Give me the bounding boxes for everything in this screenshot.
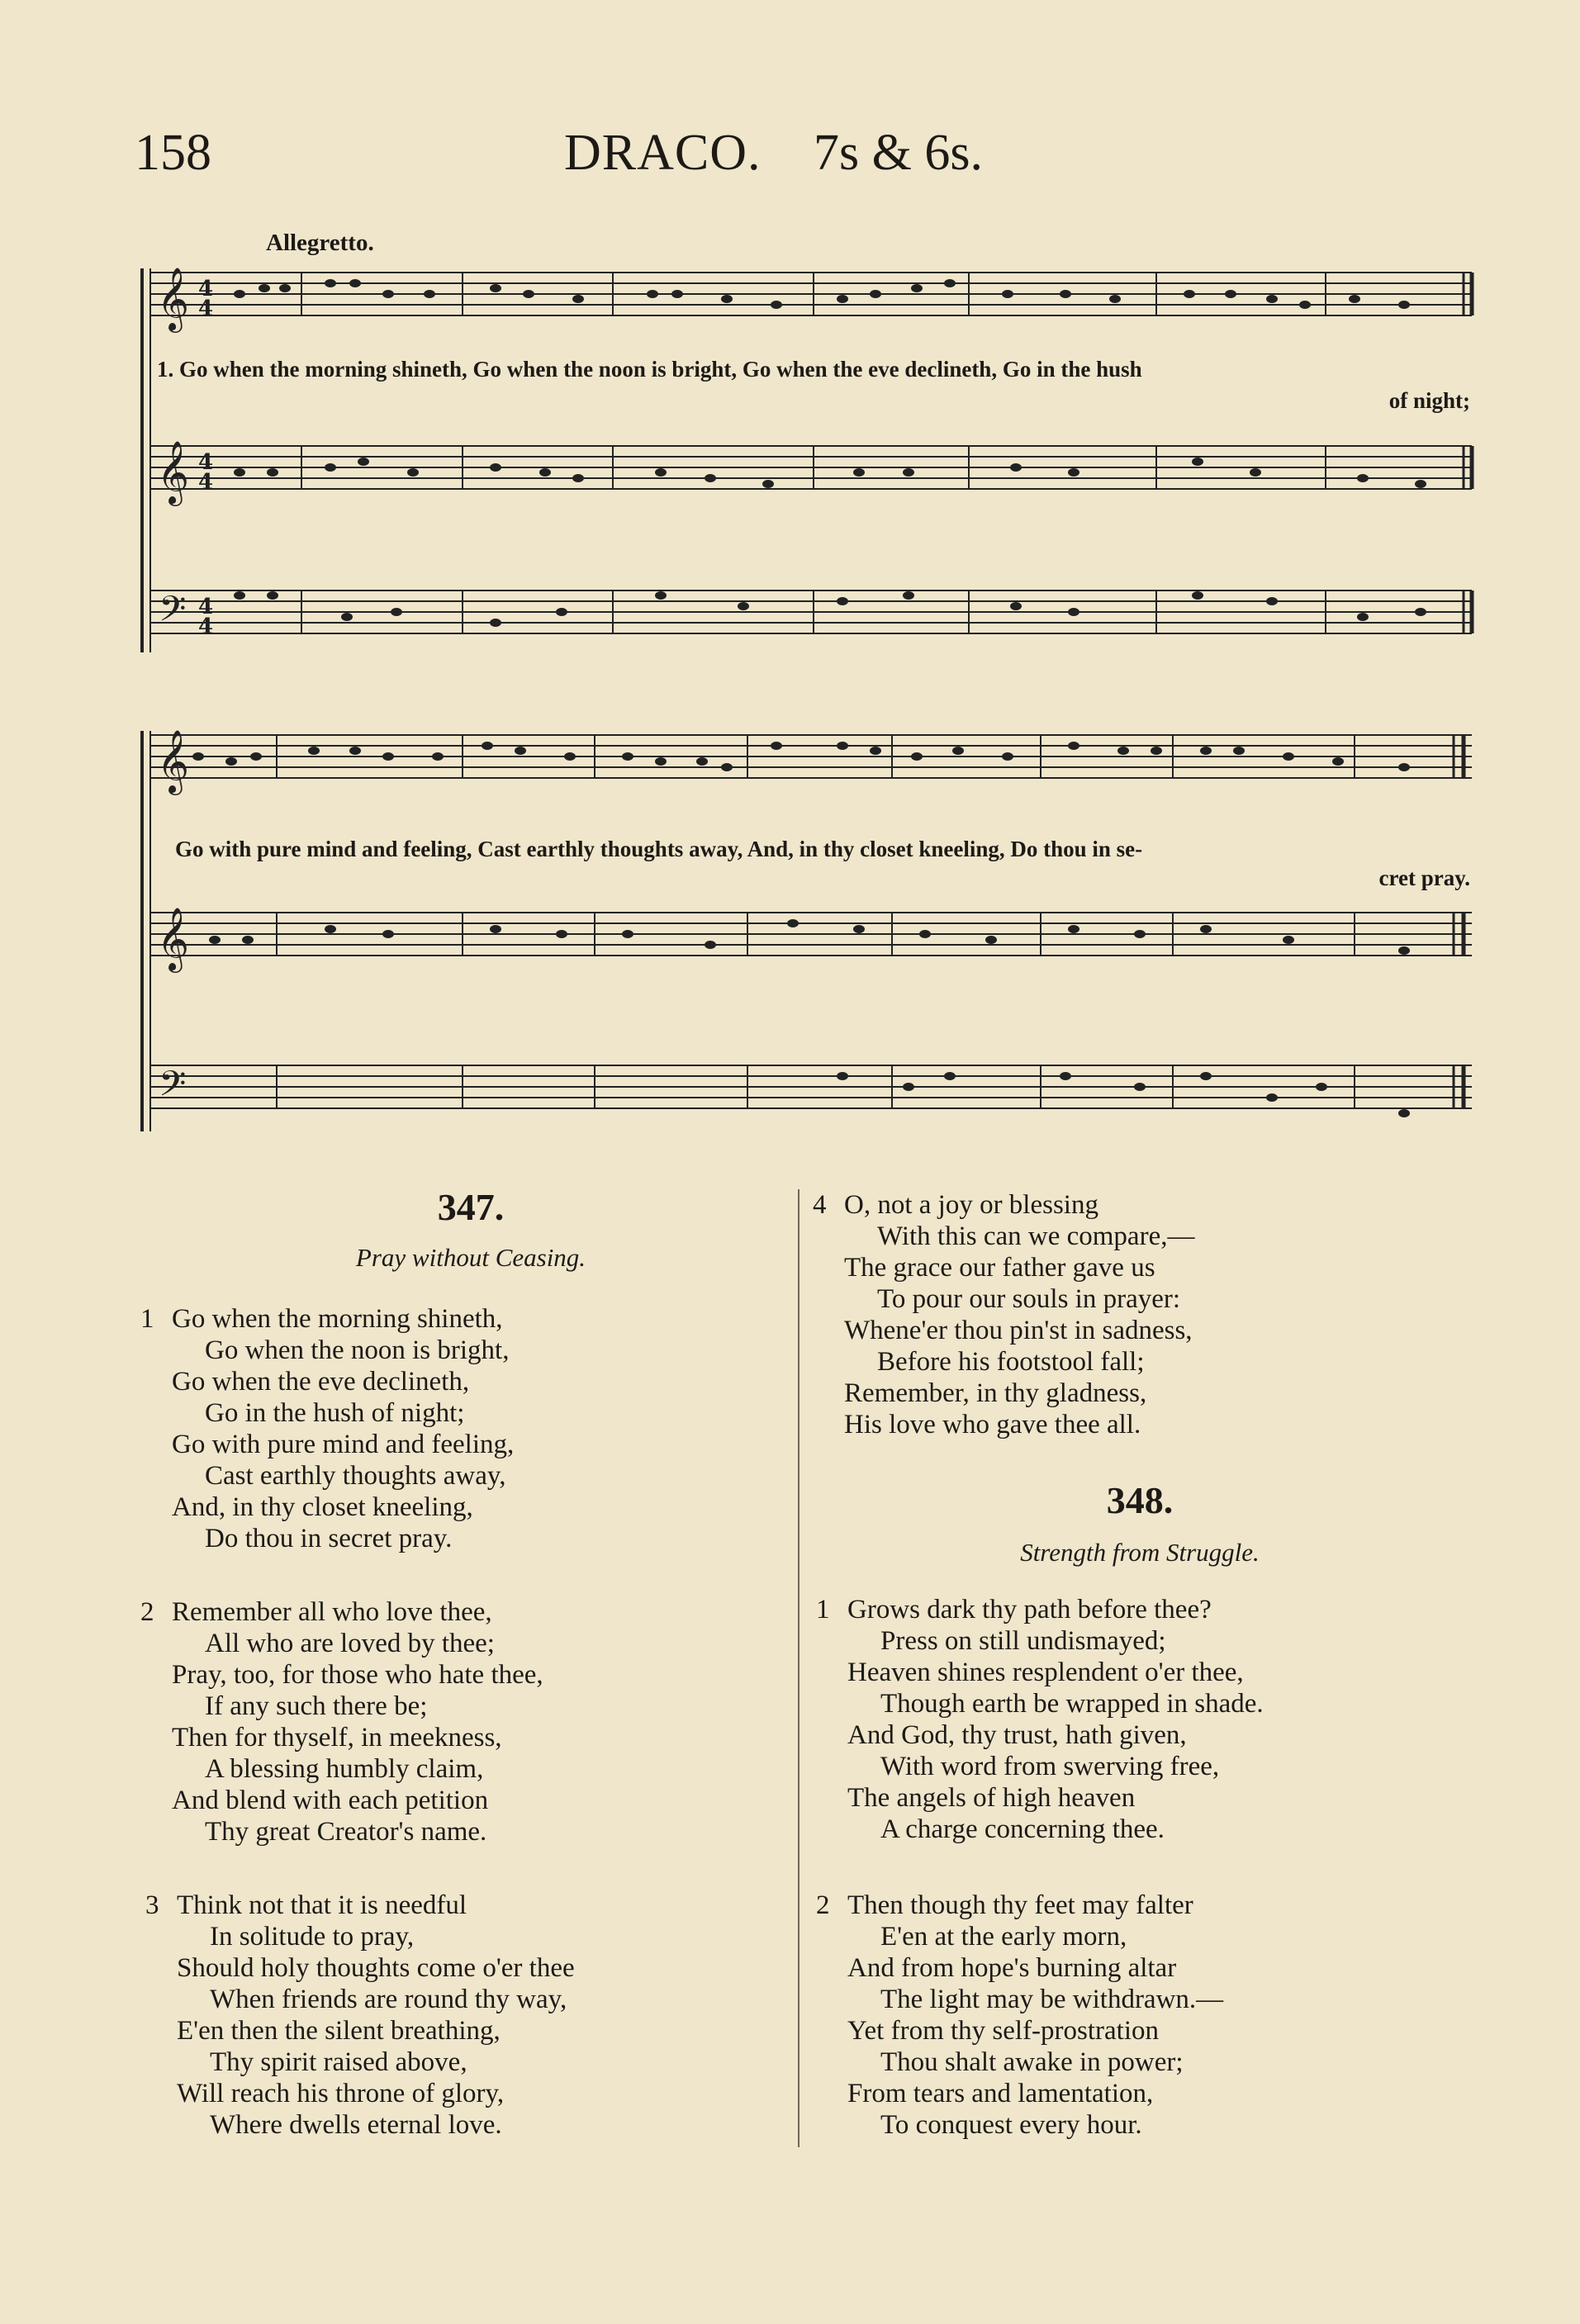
verse-line: Pray, too, for those who hate thee, <box>172 1660 543 1690</box>
svg-text:4: 4 <box>198 277 214 301</box>
verse-number: 2 <box>816 1890 830 1920</box>
verse-line: His love who gave thee all. <box>844 1410 1141 1439</box>
verse-line: All who are loved by thee; <box>205 1629 495 1658</box>
verse-line: And, in thy closet kneeling, <box>172 1492 473 1522</box>
verse-line: O, not a joy or blessing <box>844 1190 1098 1220</box>
hymn-347-verse-4 <box>813 1189 1195 1440</box>
verse-line: With this can we compare,— <box>877 1221 1195 1251</box>
page-number: 158 <box>135 125 211 181</box>
verse-line: A charge concerning thee. <box>880 1814 1165 1844</box>
verse-number: 2 <box>140 1597 154 1627</box>
verse-line: Grows dark thy path before thee? <box>847 1595 1212 1624</box>
verse-line: Though earth be wrapped in shade. <box>880 1689 1264 1719</box>
svg-text:𝄞: 𝄞 <box>157 729 190 793</box>
verse-line: E'en at the early morn, <box>880 1922 1127 1952</box>
verse-line: Remember, in thy gladness, <box>844 1378 1147 1408</box>
verse-line: Think not that it is needful <box>177 1890 467 1920</box>
verse-line: Thou shalt awake in power; <box>880 2047 1184 2077</box>
svg-text:4: 4 <box>198 470 214 495</box>
lyric-line-1-continuation: of night; <box>1388 388 1470 413</box>
verse-line: In solitude to pray, <box>210 1922 415 1952</box>
verse-line: Thy spirit raised above, <box>210 2047 467 2077</box>
hymn-347-verse-3 <box>145 1890 575 2141</box>
verse-line: And God, thy trust, hath given, <box>847 1720 1187 1750</box>
hymn-title-348: Strength from Struggle. <box>1020 1538 1260 1567</box>
music-staff-system-1 <box>0 256 1580 661</box>
verse-line: The angels of high heaven <box>847 1783 1136 1813</box>
verse-line: E'en then the silent breathing, <box>177 2016 501 2046</box>
verse-line: Go in the hush of night; <box>205 1398 465 1428</box>
hymn-number-348: 348. <box>1106 1479 1174 1521</box>
hymn-348-verse-2 <box>816 1890 1224 2141</box>
svg-text:𝄢: 𝄢 <box>159 589 187 638</box>
verse-number: 1 <box>140 1304 154 1334</box>
svg-text:𝄞: 𝄞 <box>157 267 190 330</box>
tune-title: DRACO. <box>564 125 762 181</box>
page-header <box>0 124 1580 190</box>
svg-text:4: 4 <box>198 450 214 475</box>
verse-line: Yet from thy self-prostration <box>847 2016 1160 2046</box>
verse-line: Do thou in secret pray. <box>205 1524 453 1553</box>
verse-line: The light may be withdrawn.— <box>880 1985 1224 2014</box>
verse-line: To conquest every hour. <box>880 2110 1142 2140</box>
verse-number: 3 <box>145 1890 159 1920</box>
tempo-marking: Allegretto. <box>266 230 374 256</box>
svg-text:4: 4 <box>198 595 214 619</box>
verse-line: From tears and lamentation, <box>847 2079 1154 2108</box>
verse-line: Heaven shines resplendent o'er thee, <box>847 1658 1244 1687</box>
verse-line: Remember all who love thee, <box>172 1597 492 1627</box>
hymn-348-verse-1 <box>816 1594 1264 1845</box>
verse-line: Before his footstool fall; <box>877 1347 1145 1377</box>
verse-line: Whene'er thou pin'st in sadness, <box>844 1316 1193 1345</box>
lyric-line-1: 1. Go when the morning shineth, Go when the noon is bright, Go when the eve declineth, Go in the hush <box>157 357 1142 382</box>
verse-line: Then though thy feet may falter <box>847 1890 1193 1920</box>
svg-text:𝄞: 𝄞 <box>157 907 190 970</box>
verse-line: Go when the eve declineth, <box>172 1367 470 1397</box>
lyric-line-2: Go with pure mind and feeling, Cast earthly thoughts away, And, in thy closet kneeling, Do thou in se- <box>175 837 1143 861</box>
verse-line: If any such there be; <box>205 1691 428 1721</box>
verse-line: And from hope's burning altar <box>847 1953 1177 1983</box>
svg-text:𝄞: 𝄞 <box>157 440 190 504</box>
verse-line: Will reach his throne of glory, <box>177 2079 505 2108</box>
svg-text:𝄢: 𝄢 <box>159 1064 187 1113</box>
verse-line: A blessing humbly claim, <box>205 1754 484 1784</box>
verse-line: Thy great Creator's name. <box>205 1817 487 1847</box>
verse-line: To pour our souls in prayer: <box>877 1284 1181 1314</box>
verse-line: Then for thyself, in meekness, <box>172 1723 502 1752</box>
verse-line: Go when the morning shineth, <box>172 1304 503 1334</box>
verse-line: Should holy thoughts come o'er thee <box>177 1953 575 1983</box>
verse-line: Go with pure mind and feeling, <box>172 1430 515 1459</box>
svg-text:4: 4 <box>198 614 214 639</box>
verse-line: And blend with each petition <box>172 1786 489 1815</box>
verse-line: Cast earthly thoughts away, <box>205 1461 506 1491</box>
svg-text:4: 4 <box>198 296 214 321</box>
hymn-347-verse-2 <box>140 1596 543 1847</box>
verse-line: Go when the noon is bright, <box>205 1335 510 1365</box>
treble-staff-1 <box>150 273 1472 315</box>
column-divider <box>798 1189 799 2147</box>
lyric-line-2-continuation: cret pray. <box>1378 866 1470 890</box>
verse-line: The grace our father gave us <box>844 1253 1155 1283</box>
verse-line: With word from swerving free, <box>880 1752 1220 1781</box>
music-staff-system-2 <box>0 719 1580 1140</box>
hymn-347-verse-1 <box>140 1303 515 1554</box>
verse-line: When friends are round thy way, <box>210 1985 567 2014</box>
hymn-number-347: 347. <box>437 1186 505 1228</box>
hymn-title-347: Pray without Ceasing. <box>355 1243 586 1272</box>
tune-meter: 7s & 6s. <box>814 125 983 181</box>
verse-line: Press on still undismayed; <box>880 1626 1166 1656</box>
verse-number: 1 <box>816 1595 830 1624</box>
verse-number: 4 <box>813 1190 827 1220</box>
verse-line: Where dwells eternal love. <box>210 2110 502 2140</box>
